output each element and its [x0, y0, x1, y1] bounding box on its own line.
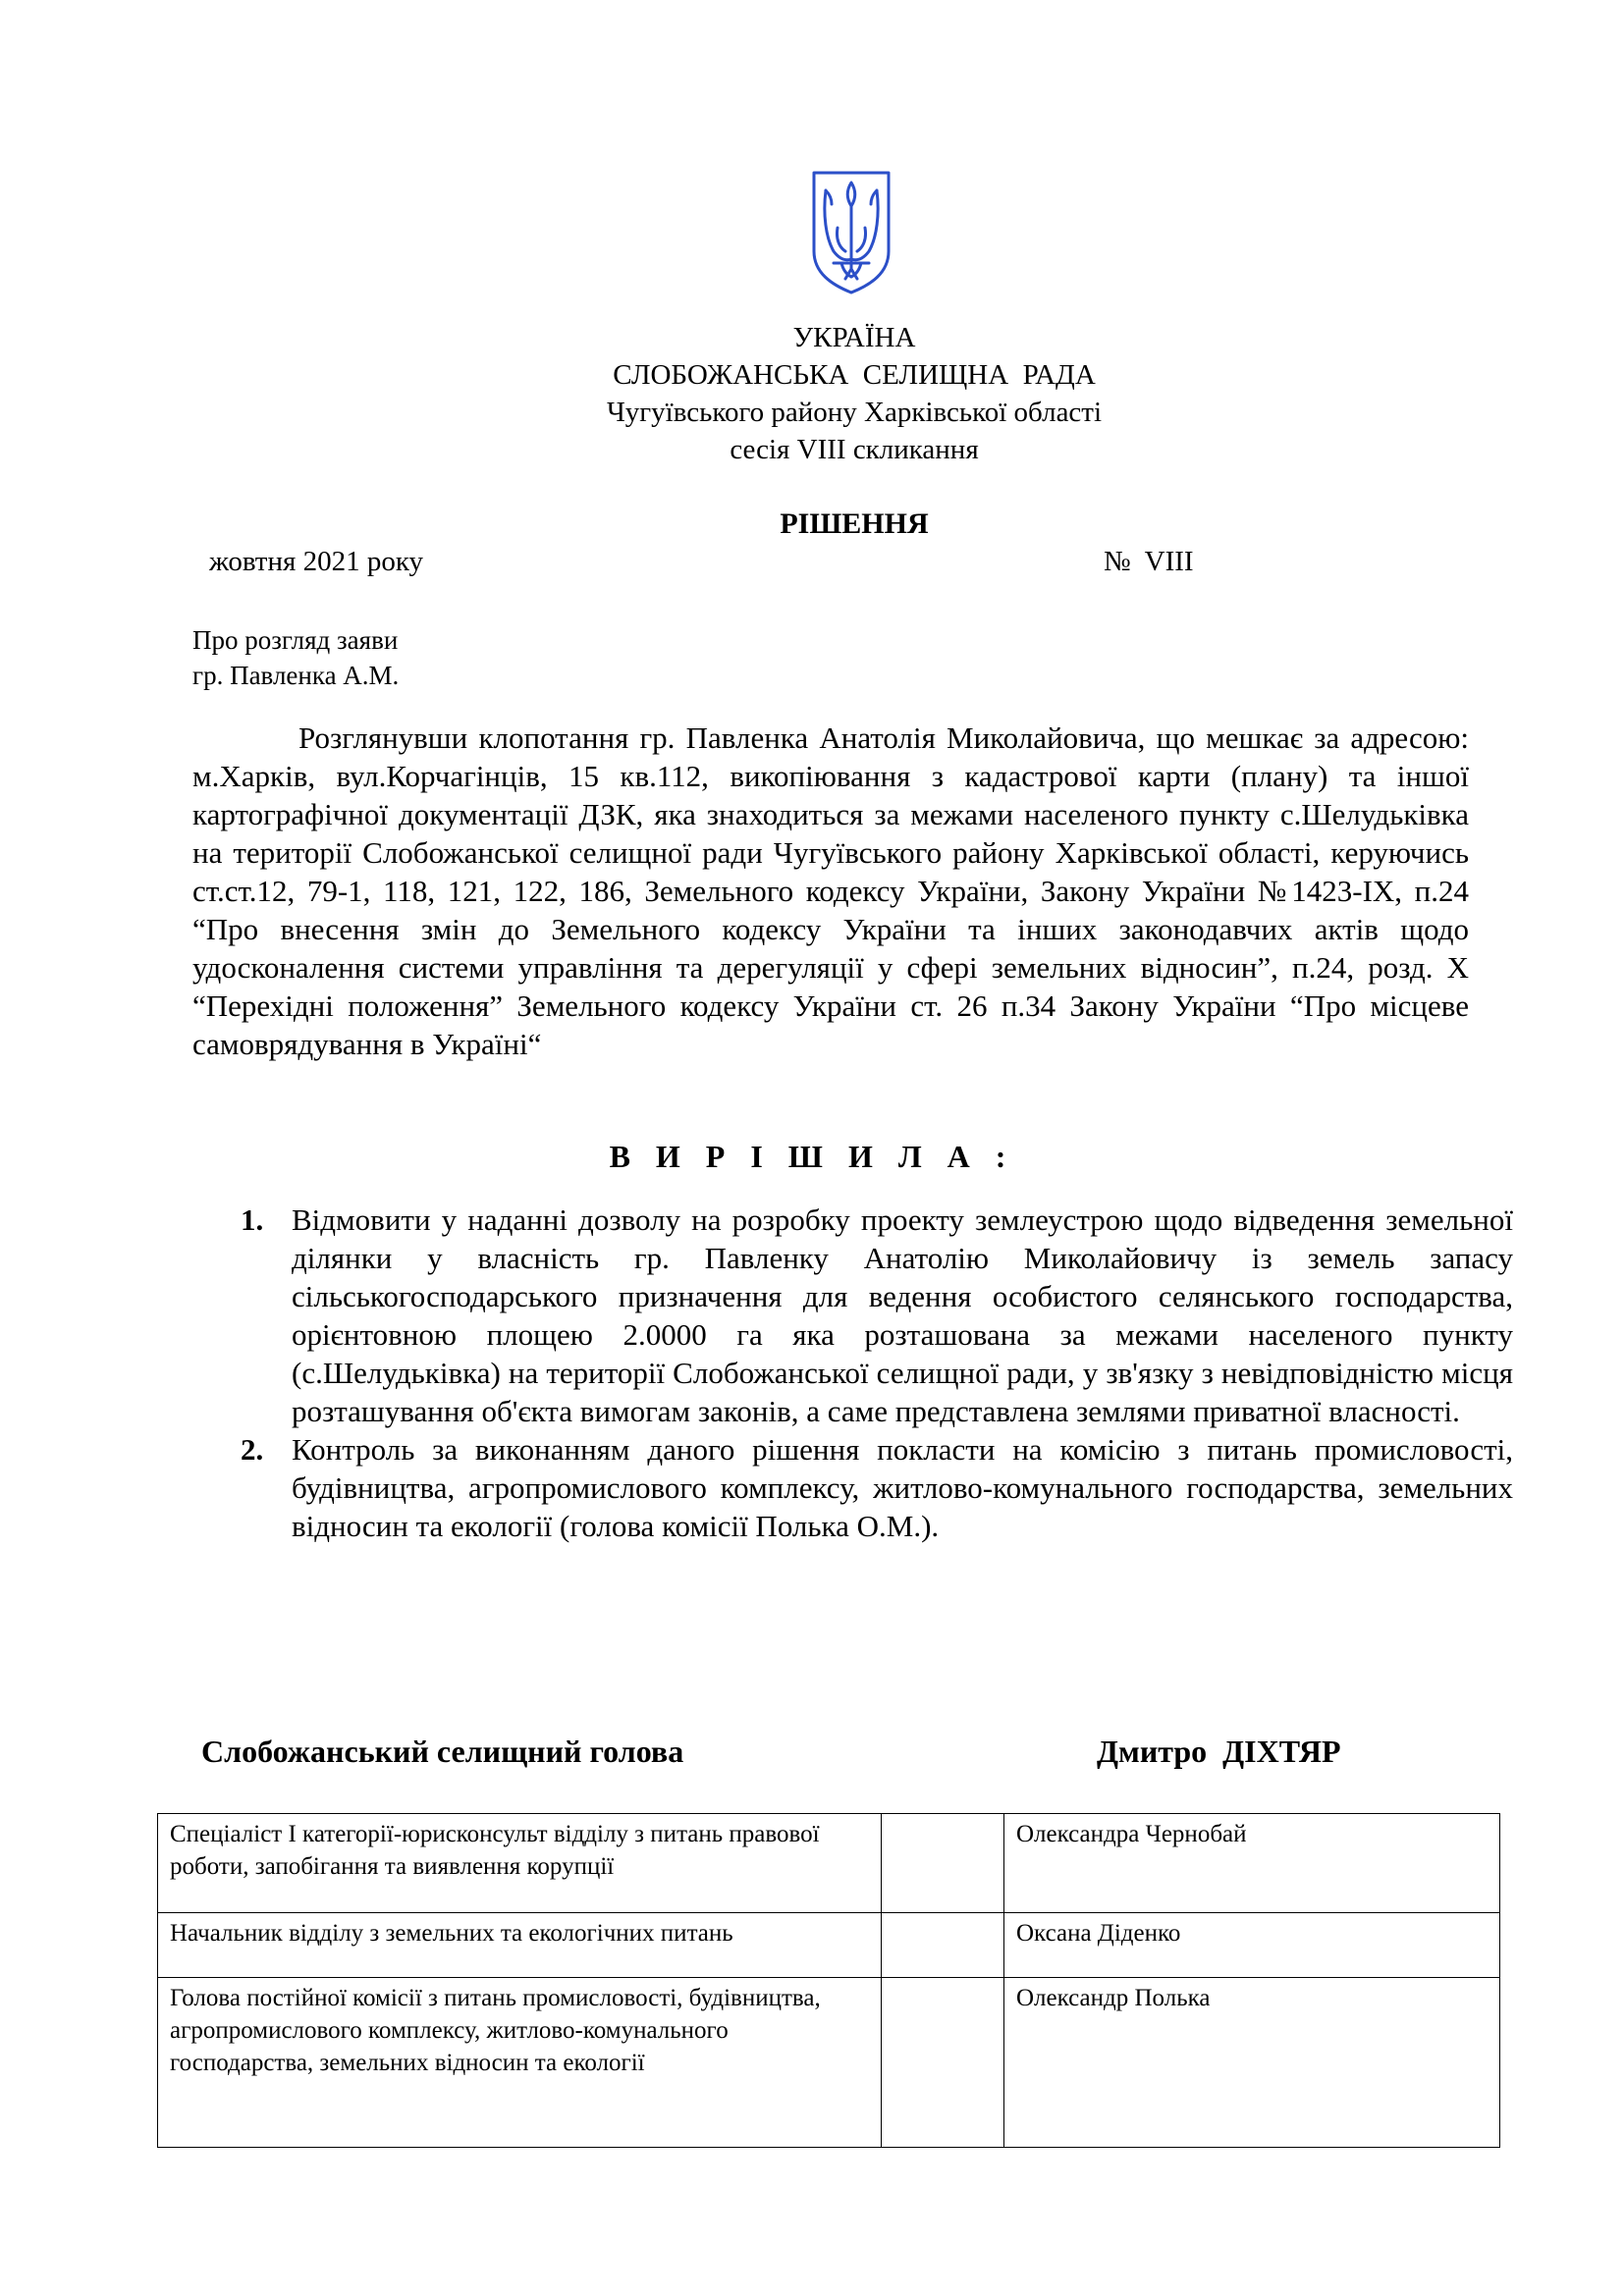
item-number: 1. [241, 1202, 264, 1237]
table-row [158, 1814, 1500, 1913]
coat-of-arms-trident-icon [810, 169, 893, 296]
approver-signature-cell [882, 1913, 1004, 1978]
subject-line-1: Про розгляд заяви [192, 625, 399, 655]
signatory-role: Слобожанський селищний голова [201, 1734, 684, 1769]
item-number: 2. [241, 1432, 264, 1467]
preamble-paragraph: Розглянувши клопотання гр. Павленка Анатолія Миколайовича, що мешкає за адресою: м.Харків, вул.Корчагінців, 15 кв.112, викопіювання з кадастрової карти (плану) та іншої картографічної документації ДЗК, яка знаходиться за межами населеного пункту с.Шелудьківка на території Слобожанської селищної ради Чугуївського району Харківської області, керуючись ст.ст.12, 79-1, 118, 121, 122, 186, Земельного кодексу України, Закону України №1423-IX, п.24 “Про внесення змін до Земельного кодексу України та інших законодавчих актів щодо удосконалення системи управління та дерегуляції у сфері земельних відносин”, п.24, розд. Х “Перехідні положення” Земельного кодексу України ст. 26 п.34 Закону України “Про місцеве самоврядування в Україні“ [192, 721, 1469, 1061]
decision-item [241, 1430, 1513, 1545]
approver-position: Начальник відділу з земельних та екологічних питань [158, 1913, 882, 1978]
item-text: Відмовити у наданні дозволу на розробку проекту землеустрою щодо відведення земельної ділянки у власність гр. Павленку Анатолію Миколайовичу із земель запасу сільськогосподарського призначення для ведення особистого селянського господарства, орієнтовною площею 2.0000 га яка розташована за межами населеного пункту (с.Шелудьківка) на території Слобожанської селищної ради, у зв'язку з невідповідністю місця розташування об'єкта вимогам законів, а саме представлена землями приватної власності. [292, 1202, 1513, 1428]
document-title: РІШЕННЯ [780, 507, 929, 540]
table-row [158, 1913, 1500, 1978]
decision-items [241, 1201, 1513, 1545]
resolve-heading: В И Р І Ш И Л А : [609, 1139, 1015, 1174]
item-text: Контроль за виконанням даного рішення покласти на комісію з питань промисловості, будівництва, агропромислового комплексу, житлово-комунального господарства, земельних відносин та екології (голова комісії Полька О.М.). [292, 1432, 1513, 1543]
decision-date: жовтня 2021 року [209, 546, 423, 577]
council-district: Чугуївського району Харківської області [606, 397, 1103, 428]
country-name: УКРАЇНА [792, 322, 916, 353]
approver-signature-cell [882, 1978, 1004, 2148]
approver-signature-cell [882, 1814, 1004, 1913]
approver-name: Оксана Діденко [1004, 1913, 1500, 1978]
signatory-name: Дмитро ДІХТЯР [1097, 1734, 1341, 1769]
decision-number: № VIII [1104, 546, 1194, 577]
approver-name: Олександра Чернобай [1004, 1814, 1500, 1913]
approver-position: Голова постійної комісії з питань промисловості, будівництва, агропромислового комплексу, житлово-комунального господарства, земельних відносин та екології [158, 1978, 882, 2148]
subject-line-2: гр. Павленка А.М. [192, 661, 400, 690]
approver-position: Спеціаліст І категорії-юрисконсульт відділу з питань правової роботи, запобігання та виявлення корупції [158, 1814, 882, 1913]
session-line: сесія VIII скликання [730, 434, 979, 465]
decision-subject [192, 622, 399, 693]
approver-name: Олександр Полька [1004, 1978, 1500, 2148]
table-row [158, 1978, 1500, 2148]
approvals-table [157, 1813, 1500, 2148]
council-name: СЛОБОЖАНСЬКА СЕЛИЩНА РАДА [613, 359, 1096, 391]
decision-item [241, 1201, 1513, 1430]
